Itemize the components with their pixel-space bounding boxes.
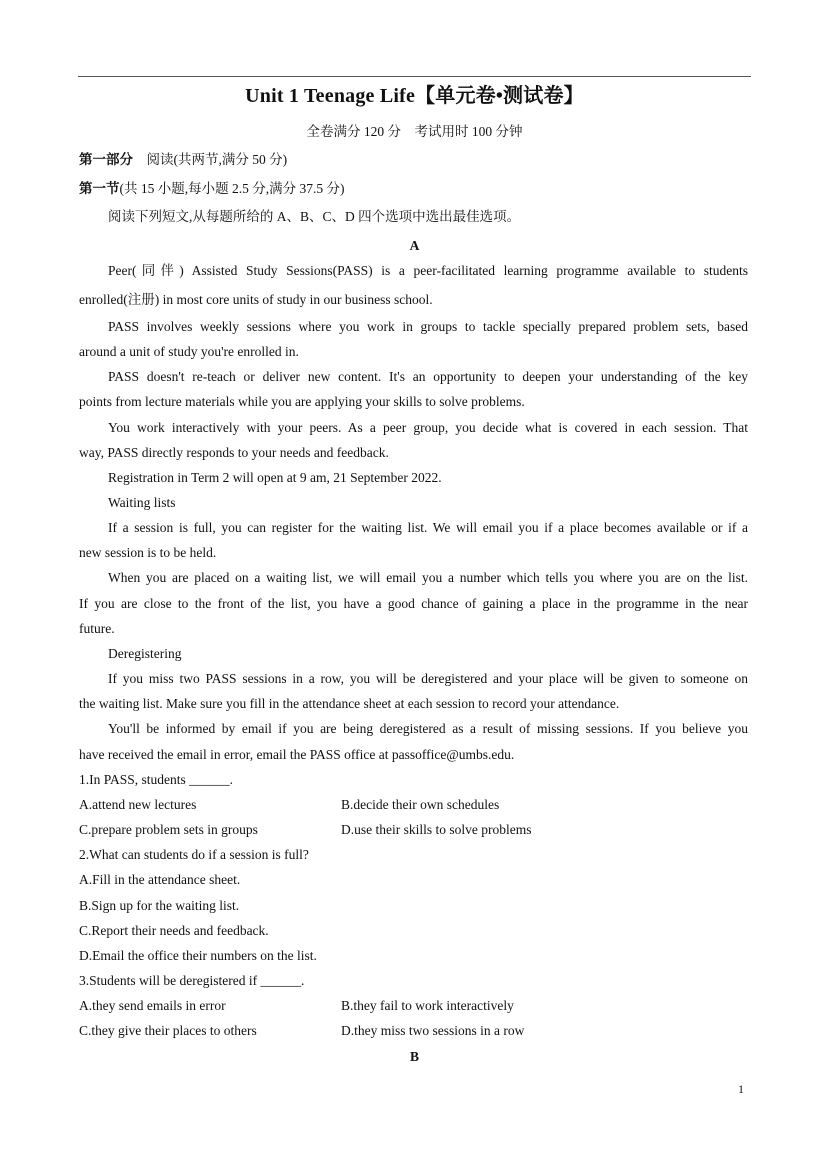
part-heading (79, 151, 287, 169)
section-heading-label: 第一节 (79, 181, 120, 196)
page-number: 1 (738, 1082, 744, 1096)
section-heading-detail: (共 15 小题,每小题 2.5 分,满分 37.5 分) (119, 181, 345, 196)
passage-b-label: B (409, 1049, 419, 1064)
passage-line: If you are close to the front of the list, you have a good chance of gaining a place in the programme in the near (79, 596, 748, 611)
part-heading-label: 第一部分 (79, 152, 133, 167)
passage-line: Registration in Term 2 will open at 9 am, 21 September 2022. (108, 470, 442, 485)
question-2-stem: 2.What can students do if a session is full? (79, 847, 309, 862)
question-3-stem: 3.Students will be deregistered if ______. (79, 973, 305, 988)
passage-line: future. (79, 621, 115, 636)
page-title: Unit 1 Teenage Life【单元卷•测试卷】 (245, 85, 584, 107)
question-2-option-d: D.Email the office their numbers on the list. (79, 948, 317, 963)
question-3-option-d: D.they miss two sessions in a row (341, 1023, 525, 1038)
question-1-option-a: A.attend new lectures (79, 797, 197, 812)
passage-line: If you miss two PASS sessions in a row, you will be deregistered and your place will be given to someone on (108, 671, 748, 686)
passage-line: When you are placed on a waiting list, we will email you a number which tells you where you are on the list. (108, 570, 748, 585)
header-rule (78, 76, 751, 77)
section-heading (79, 180, 345, 198)
passage-line: the waiting list. Make sure you fill in the attendance sheet at each session to record your attendance. (79, 696, 620, 711)
question-2-option-c: C.Report their needs and feedback. (79, 923, 269, 938)
passage-line: enrolled(注册) in most core units of study in our business school. (79, 292, 433, 307)
passage-line: new session is to be held. (79, 545, 217, 560)
instruction: 阅读下列短文,从每题所给的 A、B、C、D 四个选项中选出最佳选项。 (108, 209, 521, 224)
passage-line: PASS involves weekly sessions where you work in groups to tackle specially prepared problem sets, based (108, 319, 748, 334)
passage-line: points from lecture materials while you are applying your skills to solve problems. (79, 394, 525, 409)
question-3-option-a: A.they send emails in error (79, 998, 226, 1013)
passage-line: around a unit of study you're enrolled in. (79, 344, 299, 359)
subheading-waiting-lists: Waiting lists (108, 495, 176, 510)
passage-line: If a session is full, you can register for the waiting list. We will email you if a place becomes available or if a (108, 520, 748, 535)
part-heading-detail: 阅读(共两节,满分 50 分) (133, 152, 288, 167)
question-1-option-b: B.decide their own schedules (341, 797, 500, 812)
subheading-deregistering: Deregistering (108, 646, 182, 661)
question-3-option-c: C.they give their places to others (79, 1023, 257, 1038)
passage-line: have received the email in error, email the PASS office at passoffice@umbs.edu. (79, 747, 515, 762)
passage-line: You'll be informed by email if you are being deregistered as a result of missing sessions. If you believe you (108, 721, 748, 736)
passage-line: You work interactively with your peers. As a peer group, you decide what is covered in each session. That (108, 420, 748, 435)
exam-info: 全卷满分 120 分 考试用时 100 分钟 (306, 124, 523, 139)
passage-line: way, PASS directly responds to your needs and feedback. (79, 445, 389, 460)
question-1-option-d: D.use their skills to solve problems (341, 822, 532, 837)
question-2-option-a: A.Fill in the attendance sheet. (79, 872, 241, 887)
question-3-option-b: B.they fail to work interactively (341, 998, 514, 1013)
passage-a-label: A (409, 238, 420, 253)
question-1-option-c: C.prepare problem sets in groups (79, 822, 258, 837)
question-1-stem: 1.In PASS, students ______. (79, 772, 234, 787)
passage-line: Peer(同伴) Assisted Study Sessions(PASS) is a peer-facilitated learning programme available to students (108, 263, 748, 278)
passage-line: PASS doesn't re-teach or deliver new content. It's an opportunity to deepen your understanding of the key (108, 369, 748, 384)
question-2-option-b: B.Sign up for the waiting list. (79, 898, 240, 913)
